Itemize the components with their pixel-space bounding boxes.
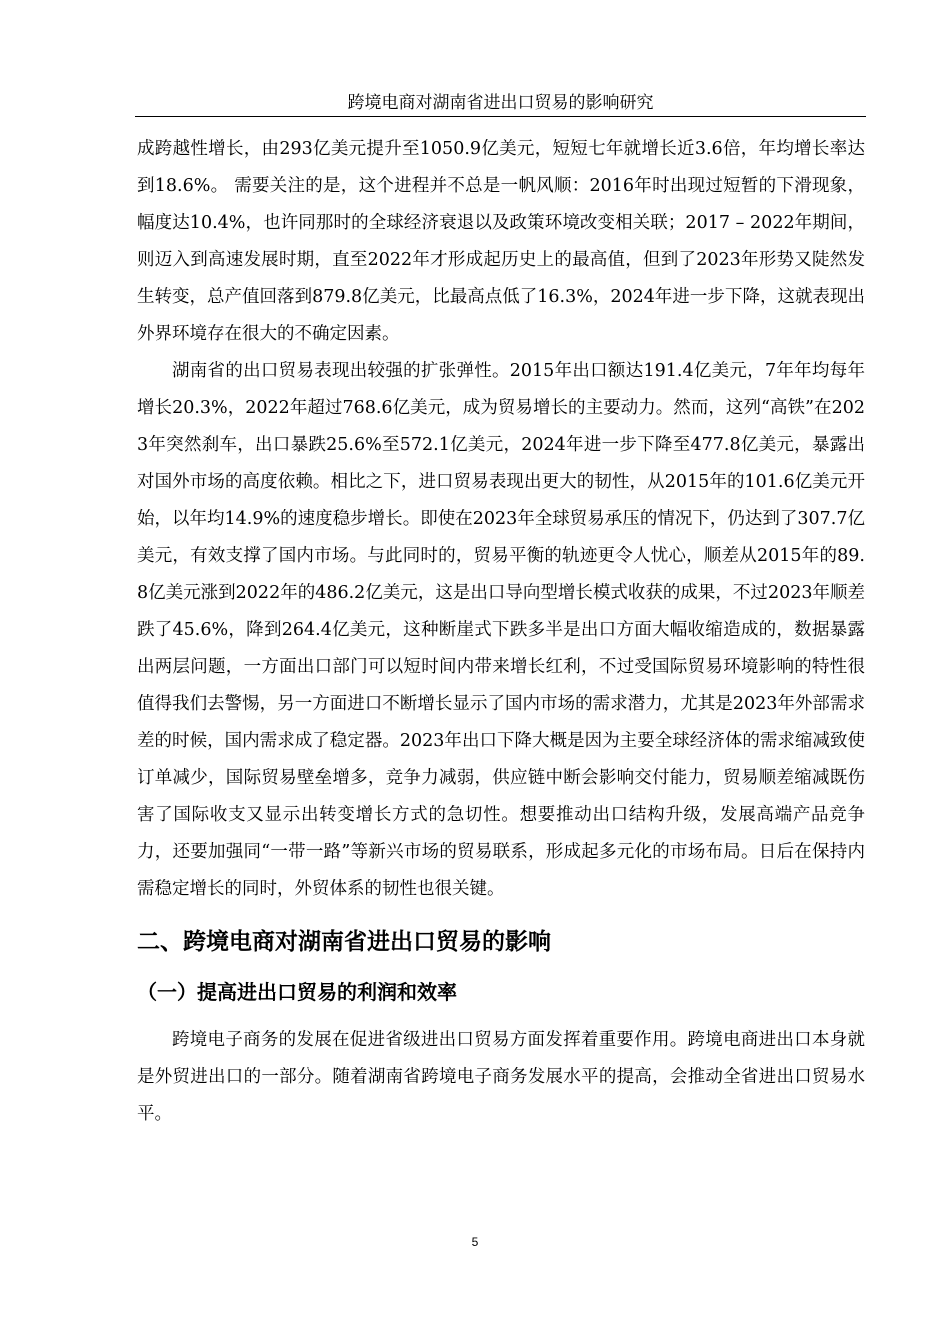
subsection-heading: （一）提高进出口贸易的利润和效率 [137,980,457,1004]
page-content [137,131,865,1133]
body-paragraph-1: 成跨越性增长，由293亿美元提升至1050.9亿美元，短短七年就增长近3.6倍，年均增长率达到18.6%。 需要关注的是，这个进程并不总是一帆风顺：2016年时出现过短暂的下滑现象，幅度达10.4%，也许同那时的全球经济衰退以及政策环境改变相关联；2017 – 2022年期间，则迈入到高速发展时期，直至2022年才形成起历史上的最高值，但到了2023年形势又陡然发生转变，总产值回落到879.8亿美元，比最高点低了16.3%，2024年进一步下降，这就表现出外界环境存在很大的不确定因素。 [137,139,865,344]
section-heading: 二、跨境电商对湖南省进出口贸易的影响 [137,929,551,955]
body-paragraph-2: 湖南省的出口贸易表现出较强的扩张弹性。2015年出口额达191.4亿美元，7年年均每年增长20.3%，2022年超过768.6亿美元，成为贸易增长的主要动力。然而，这列“高铁”在2023年突然刹车，出口暴跌25.6%至572.1亿美元，2024年进一步下降至477.8亿美元，暴露出对国外市场的高度依赖。相比之下，进口贸易表现出更大的韧性，从2015年的101.6亿美元开始，以年均14.9%的速度稳步增长。即使在2023年全球贸易承压的情况下，仍达到了307.7亿美元，有效支撑了国内市场。与此同时的，贸易平衡的轨迹更令人忧心，顺差从2015年的89.8亿美元涨到2022年的486.2亿美元，这是出口导向型增长模式收获的成果，不过2023年顺差跌了45.6%，降到264.4亿美元，这种断崖式下跌多半是出口方面大幅收缩造成的，数据暴露出两层问题，一方面出口部门可以短时间内带来增长红利，不过受国际贸易环境影响的特性很值得我们去警惕，另一方面进口不断增长显示了国内市场的需求潜力，尤其是2023年外部需求差的时候，国内需求成了稳定器。2023年出口下降大概是因为主要全球经济体的需求缩减致使订单减少，国际贸易壁垒增多，竞争力减弱，供应链中断会影响交付能力，贸易顺差缩减既伤害了国际收支又显示出转变增长方式的急切性。想要推动出口结构升级，发展高端产品竞争力，还要加强同“一带一路”等新兴市场的贸易联系，形成起多元化的市场布局。日后在保持内需稳定增长的同时，外贸体系的韧性也很关键。 [137,361,865,899]
running-header-title: 跨境电商对湖南省进出口贸易的影响研究 [347,93,654,113]
body-paragraph-3: 跨境电子商务的发展在促进省级进出口贸易方面发挥着重要作用。跨境电商进出口本身就是外贸进出口的一部分。随着湖南省跨境电子商务发展水平的提高，会推动全省进出口贸易水平。 [137,1030,865,1124]
header-rule [135,116,866,117]
page-number: 5 [471,1235,479,1249]
